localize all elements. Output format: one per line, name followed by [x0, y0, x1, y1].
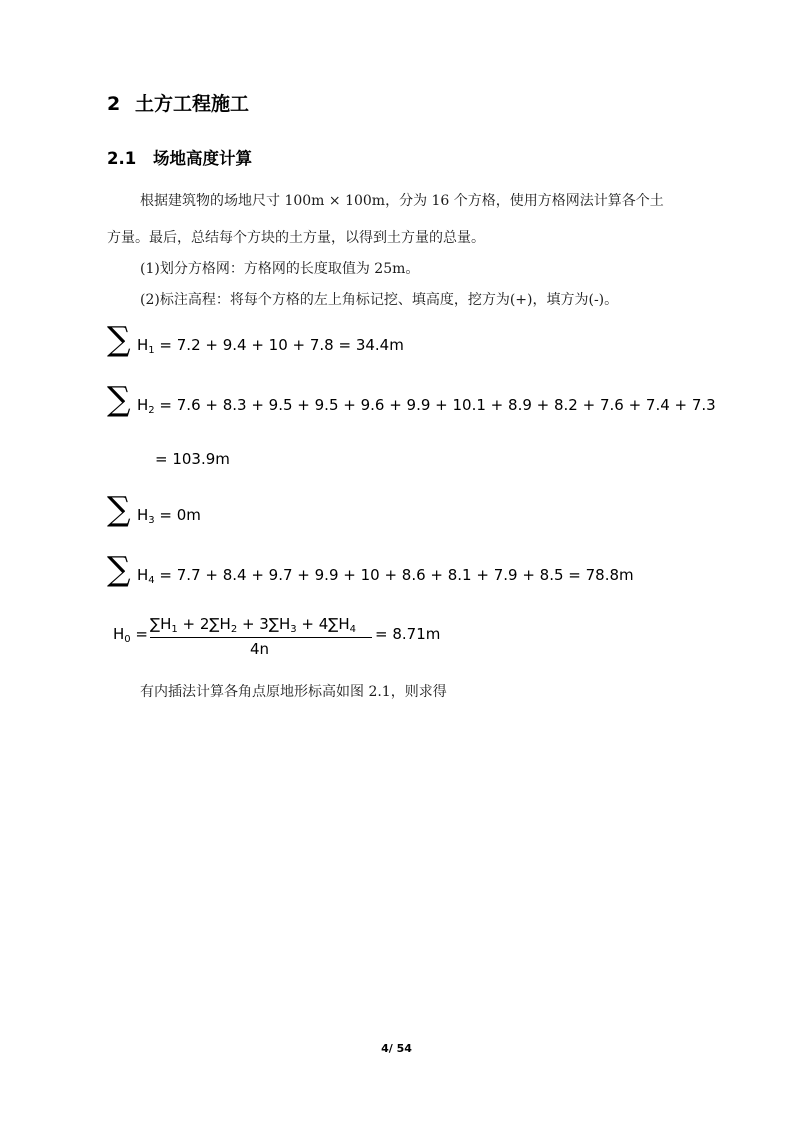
equation-expression: = 7.2 + 9.4 + 10 + 7.8 = 34.4m [154, 336, 404, 354]
equation-h0-result: = 8.71m [375, 625, 441, 643]
equation-expression: = 0m [154, 506, 201, 524]
fraction-numerator: $\sum H_1 + 2\sum H_2 + 3\sum H_3 + 4\sum H_4$ [150, 615, 357, 635]
h-symbol: H [113, 625, 125, 643]
subsection-title: 场地高度计算 [153, 149, 252, 168]
sigma-symbol: ∑ [107, 549, 131, 588]
subsection-heading [107, 145, 252, 169]
step-elevation-marking: (2)标注高程：将每个方格的左上角标记挖、填高度，挖方为(+)，填方为(-)。 [140, 292, 619, 308]
h-symbol: H [137, 566, 149, 584]
h-symbol: H [137, 336, 149, 354]
subsection-number: 2.1 [107, 149, 137, 168]
equation-h3 [107, 489, 407, 534]
section-title: 土方工程施工 [135, 93, 250, 115]
subscript: 3 [148, 515, 155, 526]
section-heading [107, 89, 249, 116]
subscript: 1 [148, 345, 155, 356]
h-symbol: H [137, 506, 149, 524]
equation-h2-continuation: = 103.9m [155, 450, 230, 468]
closing-paragraph: 有内插法计算各角点原地形标高如图 2.1，则求得 [140, 684, 447, 700]
h-symbol: H [137, 396, 149, 414]
fraction-bar [150, 637, 372, 638]
equals-sign: = [130, 625, 148, 643]
page-number: 4/ 54 [381, 1042, 412, 1055]
sigma-symbol: ∑ [107, 379, 131, 418]
equation-h4 [107, 549, 707, 594]
subscript: 0 [124, 634, 131, 645]
section-number: 2 [107, 93, 121, 115]
subscript: 2 [148, 405, 155, 416]
paragraph-line: 根据建筑物的场地尺寸 100m × 100m，分为 16 个方格，使用方格网法计算各个土 [140, 193, 664, 209]
sigma-symbol: ∑ [107, 489, 131, 528]
equation-h2 [107, 379, 716, 424]
equation-expression: = 7.7 + 8.4 + 9.7 + 9.9 + 10 + 8.6 + 8.1 + 7.9 + 8.5 = 78.8m [154, 566, 634, 584]
step-grid-division: (1)划分方格网：方格网的长度取值为 25m。 [140, 261, 420, 277]
paragraph-line: 方量。最后，总结每个方块的土方量，以得到土方量的总量。 [107, 230, 485, 246]
fraction-denominator: 4n [250, 640, 270, 658]
sigma-symbol: ∑ [107, 319, 131, 358]
subscript: 4 [148, 575, 155, 586]
equation-h0-lhs [113, 625, 148, 645]
equation-expression: = 7.6 + 8.3 + 9.5 + 9.5 + 9.6 + 9.9 + 10.1 + 8.9 + 8.2 + 7.6 + 7.4 + 7.3 [154, 396, 716, 414]
equation-h1 [107, 319, 607, 364]
